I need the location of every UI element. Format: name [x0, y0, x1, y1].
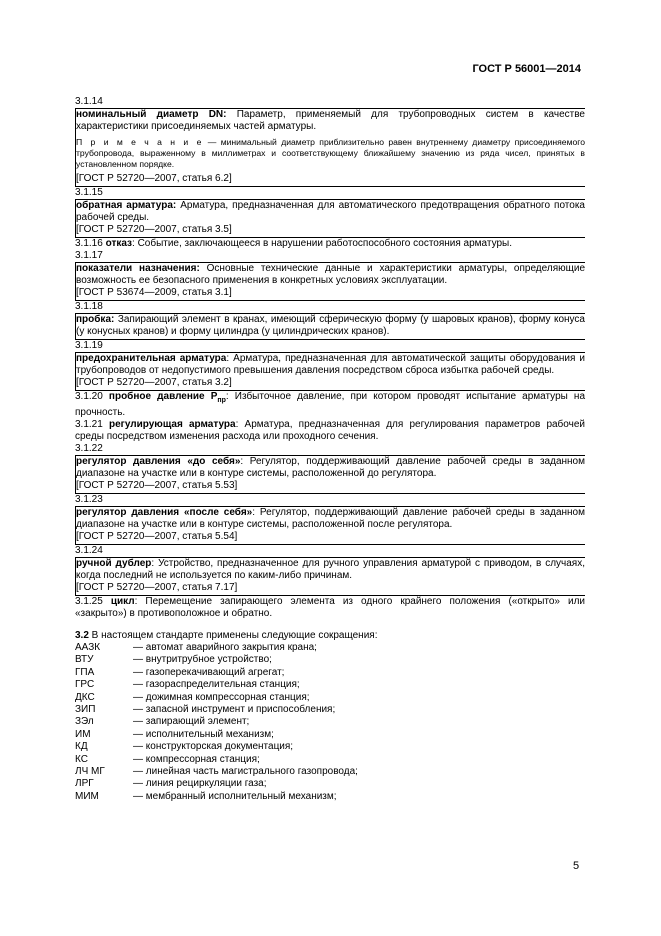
abbreviation-code: КД	[75, 741, 88, 753]
page-number: 5	[573, 860, 580, 872]
entry-number: 3.1.21	[75, 419, 103, 430]
term-definition	[76, 263, 585, 287]
term-name: регулятор давления «до себя»	[76, 456, 241, 467]
abbreviation-definition: — автомат аварийного закрытия крана;	[133, 642, 317, 653]
abbreviation-definition: — запирающий элемент;	[133, 716, 250, 728]
entry-number: 3.1.24	[75, 545, 103, 556]
term-definition	[75, 419, 585, 443]
entry-number: 3.1.20	[75, 391, 103, 402]
abbreviation-code: ИМ	[75, 728, 91, 740]
abbreviation-definition: — исполнительный механизм;	[133, 728, 274, 740]
abbreviation-row	[75, 741, 585, 753]
term-box	[75, 352, 585, 391]
entry-number: 3.1.22	[75, 443, 103, 454]
term-note	[76, 137, 585, 170]
term-definition	[75, 391, 585, 419]
term-name: номинальный диаметр DN:	[76, 109, 227, 120]
abbreviation-definition: — запасной инструмент и приспособления;	[133, 703, 336, 715]
definition-text: Параметр, применяемый для трубопроводных систем в качестве характеристики присоединяемых частей арматуры.	[76, 109, 585, 132]
source-reference: [ГОСТ Р 52720—2007, статья 3.2]	[76, 377, 232, 388]
abbreviation-code: МИМ	[75, 790, 99, 802]
abbreviation-definition: — мембранный исполнительный механизм;	[133, 790, 337, 802]
term-name: обратная арматура:	[76, 200, 177, 211]
abbreviation-definition: — внутритрубное устройство;	[133, 654, 272, 666]
abbreviations-list	[75, 642, 585, 803]
abbreviation-row	[75, 754, 585, 766]
abbreviation-code: ГРС	[75, 679, 95, 691]
definition-text: : Арматура, предназначенная для автоматической защиты оборудования и трубопроводов от недопустимого превышения давления посредством сброса избытка рабочей среды.	[76, 353, 586, 376]
abbreviation-definition: — конструкторская документация;	[133, 741, 294, 753]
term-box	[75, 108, 585, 187]
abbreviation-code: ГПА	[75, 666, 95, 678]
term-name: цикл	[110, 596, 135, 607]
term-definition	[76, 456, 585, 480]
abbreviation-row	[75, 692, 585, 704]
abbreviations-intro	[75, 630, 585, 642]
entry-number: 3.1.18	[75, 301, 103, 312]
abbreviation-definition: — линейная часть магистрального газопровода;	[133, 765, 358, 777]
term-name: пробка:	[76, 314, 115, 325]
abbreviations-intro-text: В настоящем стандарте применены следующие сокращения:	[88, 630, 378, 641]
term-definition	[75, 238, 585, 250]
term-subscript: пр	[217, 397, 226, 404]
source-reference: [ГОСТ Р 53674—2009, статья 3.1]	[76, 287, 232, 298]
abbreviation-code: ЗЭл	[75, 716, 94, 728]
abbreviation-row	[75, 778, 585, 790]
definition-text: Арматура, предназначенная для автоматического предотвращения обратного потока рабочей среды.	[76, 200, 585, 223]
entry-number: 3.1.25	[75, 596, 103, 607]
term-definition	[76, 558, 585, 582]
entry-number: 3.1.16	[75, 238, 103, 249]
note-text: — минимальный диаметр приблизительно равен внутреннему диаметру присоединяемого трубопровода, выраженному в миллиметрах и соответствующему ближайшему значению из ряда чисел, принятых в установленном порядке.	[76, 137, 585, 169]
entry-number: 3.1.14	[75, 96, 103, 107]
definition-text: : Регулятор, поддерживающий давление рабочей среды в заданном диапазоне на участке или в контуре системы, расположенной до регулятора.	[76, 456, 585, 479]
source-reference: [ГОСТ Р 52720—2007, статья 7.17]	[76, 582, 238, 593]
abbreviation-row	[75, 716, 585, 728]
abbreviation-definition: — компрессорная станция;	[133, 753, 260, 765]
term-definition	[76, 353, 585, 377]
abbreviation-definition: — дожимная компрессорная станция;	[133, 691, 310, 703]
term-definition	[75, 596, 585, 620]
entry-number: 3.1.15	[75, 187, 103, 198]
term-name: пробное давление P	[108, 391, 218, 402]
abbreviation-row	[75, 729, 585, 741]
source-reference: [ГОСТ Р 52720—2007, статья 5.54]	[76, 531, 238, 542]
term-box	[75, 506, 585, 545]
abbreviation-code: ЗИП	[75, 703, 96, 715]
definition-text: : Событие, заключающееся в нарушении работоспособного состояния арматуры.	[132, 238, 513, 249]
term-box	[75, 313, 585, 340]
term-name: регулирующая арматура	[109, 419, 236, 430]
definition-text: : Устройство, предназначенное для ручного управления арматурой с приводом, в случаях, когда последний не используется по каким-либо причинам.	[76, 558, 585, 581]
definition-text: : Регулятор, поддерживающий давление рабочей среды в заданном диапазоне на участке или в контуре системы, расположенной после регулятора.	[76, 507, 585, 530]
abbreviation-row	[75, 642, 585, 654]
entry-number: 3.1.23	[75, 494, 103, 505]
term-name: предохранительная арматура	[76, 353, 227, 364]
abbreviation-row	[75, 704, 585, 716]
source-reference: [ГОСТ Р 52720—2007, статья 6.2]	[76, 173, 232, 184]
term-name: ручной дублер	[76, 558, 152, 569]
definition-text: : Избыточное давление, при котором проводят испытание арматуры на прочность.	[75, 391, 586, 418]
term-definition	[76, 314, 585, 338]
definition-text: Запирающий элемент в кранах, имеющий сферическую форму (у шаровых кранов), форму конуса (у конусных кранов) и форму цилиндра (у цилиндрических кранов).	[76, 314, 585, 337]
document-body	[75, 96, 585, 803]
entry-number: 3.1.19	[75, 340, 103, 351]
term-definition	[76, 507, 585, 531]
source-reference: [ГОСТ Р 52720—2007, статья 3.5]	[76, 224, 232, 235]
abbreviation-definition: — газоперекачивающий агрегат;	[133, 666, 285, 678]
source-reference: [ГОСТ Р 52720—2007, статья 5.53]	[76, 480, 238, 491]
abbreviation-row	[75, 654, 585, 666]
abbreviation-definition: — газораспределительная станция;	[133, 679, 300, 691]
abbreviation-row	[75, 766, 585, 778]
abbreviation-code: ЛЧ МГ	[75, 765, 105, 777]
definition-text: : Перемещение запирающего элемента из одного крайнего положения («открыто» или «закрыто») в противоположное и обратно.	[75, 596, 586, 619]
term-definition	[76, 200, 585, 224]
term-name: показатели назначения:	[76, 263, 200, 274]
abbreviation-row	[75, 791, 585, 803]
term-box	[75, 199, 585, 238]
abbreviation-code: КС	[75, 753, 88, 765]
entry-number: 3.1.17	[75, 250, 103, 261]
definition-text: Основные технические данные и характеристики арматуры, определяющие возможность ее безопасного применения в конкретных условиях эксплуатации.	[76, 263, 585, 286]
term-definition	[76, 109, 585, 133]
term-name: регулятор давления «после себя»	[76, 507, 253, 518]
abbreviation-row	[75, 679, 585, 691]
note-label: П р и м е ч а н и е	[76, 137, 204, 147]
abbreviation-code: ААЗК	[75, 642, 101, 653]
abbreviation-code: ВТУ	[75, 654, 94, 666]
abbreviation-code: ДКС	[75, 691, 95, 703]
abbreviation-definition: — линия рециркуляции газа;	[133, 778, 267, 790]
term-box	[75, 557, 585, 596]
abbreviation-row	[75, 667, 585, 679]
abbreviation-code: ЛРГ	[75, 778, 94, 790]
term-box	[75, 455, 585, 494]
term-box	[75, 262, 585, 301]
section-number: 3.2	[75, 630, 89, 641]
definition-text: : Арматура, предназначенная для регулирования параметров рабочей среды посредством изменения расхода или проходного сечения.	[75, 419, 585, 442]
term-name: отказ	[105, 238, 133, 249]
document-header: ГОСТ Р 56001—2014	[472, 63, 581, 75]
